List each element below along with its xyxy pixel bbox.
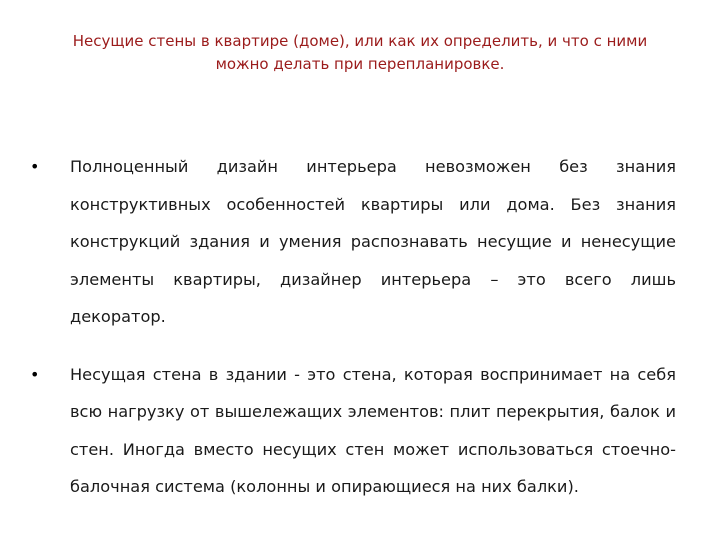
slide-title: Несущие стены в квартире (доме), или как их определить, и что с ними можно делать при перепланировке. (72, 32, 648, 73)
bullet-list (30, 148, 676, 506)
bullet-marker-icon: • (30, 157, 40, 176)
bullet-item (30, 356, 676, 506)
bullet-text: Полноценный дизайн интерьера невозможен без знания конструктивных особенностей квартиры или дома. Без знания конструкций здания и умения распознавать несущие и ненесущие элементы квартиры, дизайнер интерьера – это всего лишь декоратор. (70, 157, 676, 326)
bullet-text: Несущая стена в здании - это стена, которая воспринимает на себя всю нагрузку от вышележащих элементов: плит перекрытия, балок и стен. Иногда вместо несущих стен может использоваться стоечно-балочная система (колонны и опирающиеся на них балки). (70, 364, 676, 496)
bullet-marker-icon: • (30, 364, 40, 384)
bullet-item (30, 148, 676, 336)
